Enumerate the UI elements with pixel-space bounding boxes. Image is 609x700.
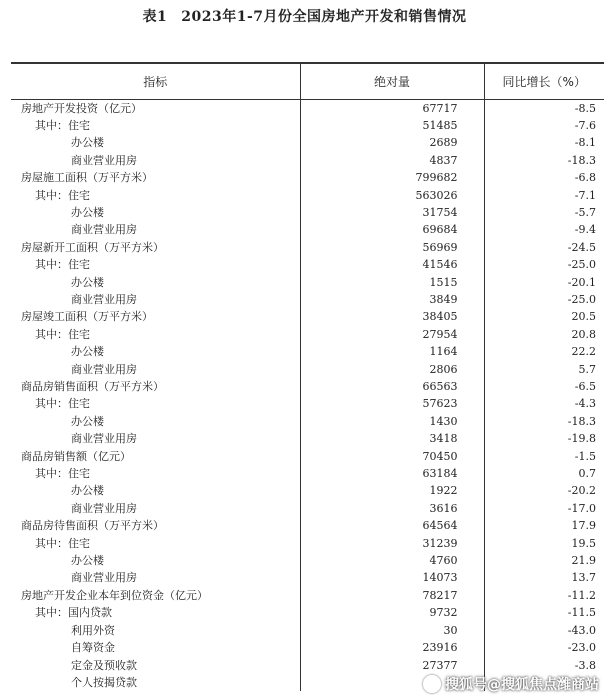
row-yoy: -7.6 <box>574 118 596 132</box>
row-value: 30 <box>300 622 484 639</box>
row-yoy: 21.9 <box>571 554 596 568</box>
table-row <box>11 291 604 308</box>
row-value: 563026 <box>300 187 484 204</box>
table-row <box>11 587 604 604</box>
table-row <box>11 256 604 273</box>
header-indicator: 指标 <box>11 63 300 99</box>
row-label: 其中：住宅 <box>11 395 300 412</box>
row-label: 个人按揭贷款 <box>11 674 300 691</box>
table-row <box>11 448 604 465</box>
table-row <box>11 361 604 378</box>
row-value: 4760 <box>300 552 484 569</box>
table-row <box>11 274 604 291</box>
table-title-text: 2023年1-7月份全国房地产开发和销售情况 <box>181 9 467 25</box>
row-yoy: 0.7 <box>578 467 596 481</box>
table-row <box>11 395 604 412</box>
row-yoy: -3.8 <box>574 658 596 672</box>
watermark-text: 搜狐号@搜狐焦点潍商站 <box>445 677 599 693</box>
row-value: 14073 <box>300 569 484 586</box>
row-yoy: -11.5 <box>567 606 596 620</box>
row-value: 799682 <box>300 169 484 186</box>
table-row <box>11 430 604 447</box>
row-label: 办公楼 <box>11 134 300 151</box>
row-label: 房地产开发企业本年到位资金（亿元） <box>11 587 300 604</box>
row-yoy: -8.5 <box>574 101 596 115</box>
row-value: 27377 <box>300 657 484 674</box>
row-label: 房屋新开工面积（万平方米） <box>11 239 300 256</box>
table-row <box>11 204 604 221</box>
row-yoy: -11.2 <box>567 588 596 602</box>
row-value: 9732 <box>300 604 484 621</box>
row-value: 66563 <box>300 378 484 395</box>
table-row <box>11 622 604 639</box>
table-header-row <box>11 63 604 99</box>
row-label: 办公楼 <box>11 274 300 291</box>
row-label: 利用外资 <box>11 622 300 639</box>
row-value: 1922 <box>300 482 484 499</box>
row-value: 3616 <box>300 500 484 517</box>
row-yoy: -18.3 <box>567 153 596 167</box>
row-value: 69684 <box>300 221 484 238</box>
row-yoy: -17.0 <box>567 501 596 515</box>
header-absolute: 绝对量 <box>300 63 484 99</box>
table-row <box>11 221 604 238</box>
row-yoy: 19.5 <box>571 536 596 550</box>
row-label: 商业营业用房 <box>11 221 300 238</box>
row-label: 办公楼 <box>11 552 300 569</box>
row-value: 57623 <box>300 395 484 412</box>
table-row <box>11 187 604 204</box>
table-row <box>11 465 604 482</box>
table-title <box>0 6 609 26</box>
table-row <box>11 152 604 169</box>
table-row <box>11 134 604 151</box>
row-value: 51485 <box>300 117 484 134</box>
row-yoy: -9.4 <box>574 223 596 237</box>
header-yoy: 同比增长（%） <box>484 63 604 99</box>
row-yoy: -4.3 <box>574 397 596 411</box>
row-yoy: -18.3 <box>567 414 596 428</box>
row-label: 商品房销售额（亿元） <box>11 448 300 465</box>
watermark <box>423 674 599 694</box>
row-value: 1430 <box>300 413 484 430</box>
row-value: 1164 <box>300 343 484 360</box>
table-row <box>11 239 604 256</box>
table-row <box>11 500 604 517</box>
row-value: 2689 <box>300 134 484 151</box>
row-label: 房屋竣工面积（万平方米） <box>11 308 300 325</box>
row-yoy: -19.8 <box>567 432 596 446</box>
row-yoy: -24.5 <box>567 240 596 254</box>
row-yoy: -6.5 <box>574 380 596 393</box>
table-row <box>11 552 604 569</box>
row-value: 3849 <box>300 291 484 308</box>
row-value: 70450 <box>300 448 484 465</box>
table-row <box>11 308 604 325</box>
table-row <box>11 99 604 117</box>
row-value: 63184 <box>300 465 484 482</box>
row-yoy: 22.2 <box>571 345 596 359</box>
row-yoy: 17.9 <box>571 519 596 533</box>
row-yoy: 20.8 <box>571 327 596 341</box>
row-label: 其中：国内贷款 <box>11 604 300 621</box>
row-label: 商业营业用房 <box>11 291 300 308</box>
table-row <box>11 169 604 186</box>
row-yoy: -23.0 <box>567 641 596 655</box>
row-yoy: -8.1 <box>574 136 596 150</box>
row-label: 其中：住宅 <box>11 256 300 273</box>
table-number: 表1 <box>142 9 168 25</box>
row-yoy: 13.7 <box>571 571 596 585</box>
row-label: 其中：住宅 <box>11 535 300 552</box>
row-yoy: 20.5 <box>571 310 596 324</box>
row-yoy: -20.1 <box>567 275 596 289</box>
row-label: 商业营业用房 <box>11 430 300 447</box>
row-label: 办公楼 <box>11 482 300 499</box>
row-yoy: -43.0 <box>567 623 596 637</box>
row-label: 商业营业用房 <box>11 569 300 586</box>
row-yoy: -7.1 <box>574 188 596 202</box>
row-label: 办公楼 <box>11 343 300 360</box>
table-row <box>11 517 604 534</box>
row-label: 办公楼 <box>11 204 300 221</box>
row-yoy: -25.0 <box>567 292 596 306</box>
row-label: 商品房销售面积（万平方米） <box>11 378 300 395</box>
table-row <box>11 535 604 552</box>
sohu-logo-icon <box>423 675 441 693</box>
row-yoy: -20.2 <box>567 484 596 498</box>
row-label: 商业营业用房 <box>11 361 300 378</box>
row-value: 4837 <box>300 152 484 169</box>
table-row <box>11 378 604 395</box>
row-value: 3418 <box>300 430 484 447</box>
row-label: 房地产开发投资（亿元） <box>11 99 300 117</box>
row-value: 38405 <box>300 308 484 325</box>
row-yoy: -25.0 <box>567 258 596 272</box>
row-value: 2806 <box>300 361 484 378</box>
row-value: 41546 <box>300 256 484 273</box>
table-row <box>11 413 604 430</box>
row-label: 定金及预收款 <box>11 657 300 674</box>
row-label: 商品房待售面积（万平方米） <box>11 517 300 534</box>
row-yoy: -1.5 <box>574 449 596 463</box>
row-value: 23916 <box>300 639 484 656</box>
row-value: 31754 <box>300 204 484 221</box>
row-value: 67717 <box>300 99 484 117</box>
row-value: 27954 <box>300 326 484 343</box>
table-row <box>11 482 604 499</box>
row-label: 其中：住宅 <box>11 117 300 134</box>
table-row <box>11 657 604 674</box>
row-label: 其中：住宅 <box>11 326 300 343</box>
row-yoy: -5.7 <box>574 205 596 219</box>
table-row <box>11 343 604 360</box>
row-yoy: -6.8 <box>574 171 596 185</box>
row-value: 31239 <box>300 535 484 552</box>
table-row <box>11 569 604 586</box>
row-value: 64564 <box>300 517 484 534</box>
table-row <box>11 639 604 656</box>
row-label: 商业营业用房 <box>11 152 300 169</box>
row-yoy: 5.7 <box>578 362 596 376</box>
row-value: 78217 <box>300 587 484 604</box>
table-row <box>11 604 604 621</box>
table-row <box>11 326 604 343</box>
row-label: 房屋施工面积（万平方米） <box>11 169 300 186</box>
row-value: 1515 <box>300 274 484 291</box>
row-label: 商业营业用房 <box>11 500 300 517</box>
row-value: 56969 <box>300 239 484 256</box>
row-label: 办公楼 <box>11 413 300 430</box>
row-label: 其中：住宅 <box>11 187 300 204</box>
statistics-table <box>11 62 604 691</box>
row-label: 其中：住宅 <box>11 465 300 482</box>
row-label: 自筹资金 <box>11 639 300 656</box>
table-row <box>11 117 604 134</box>
